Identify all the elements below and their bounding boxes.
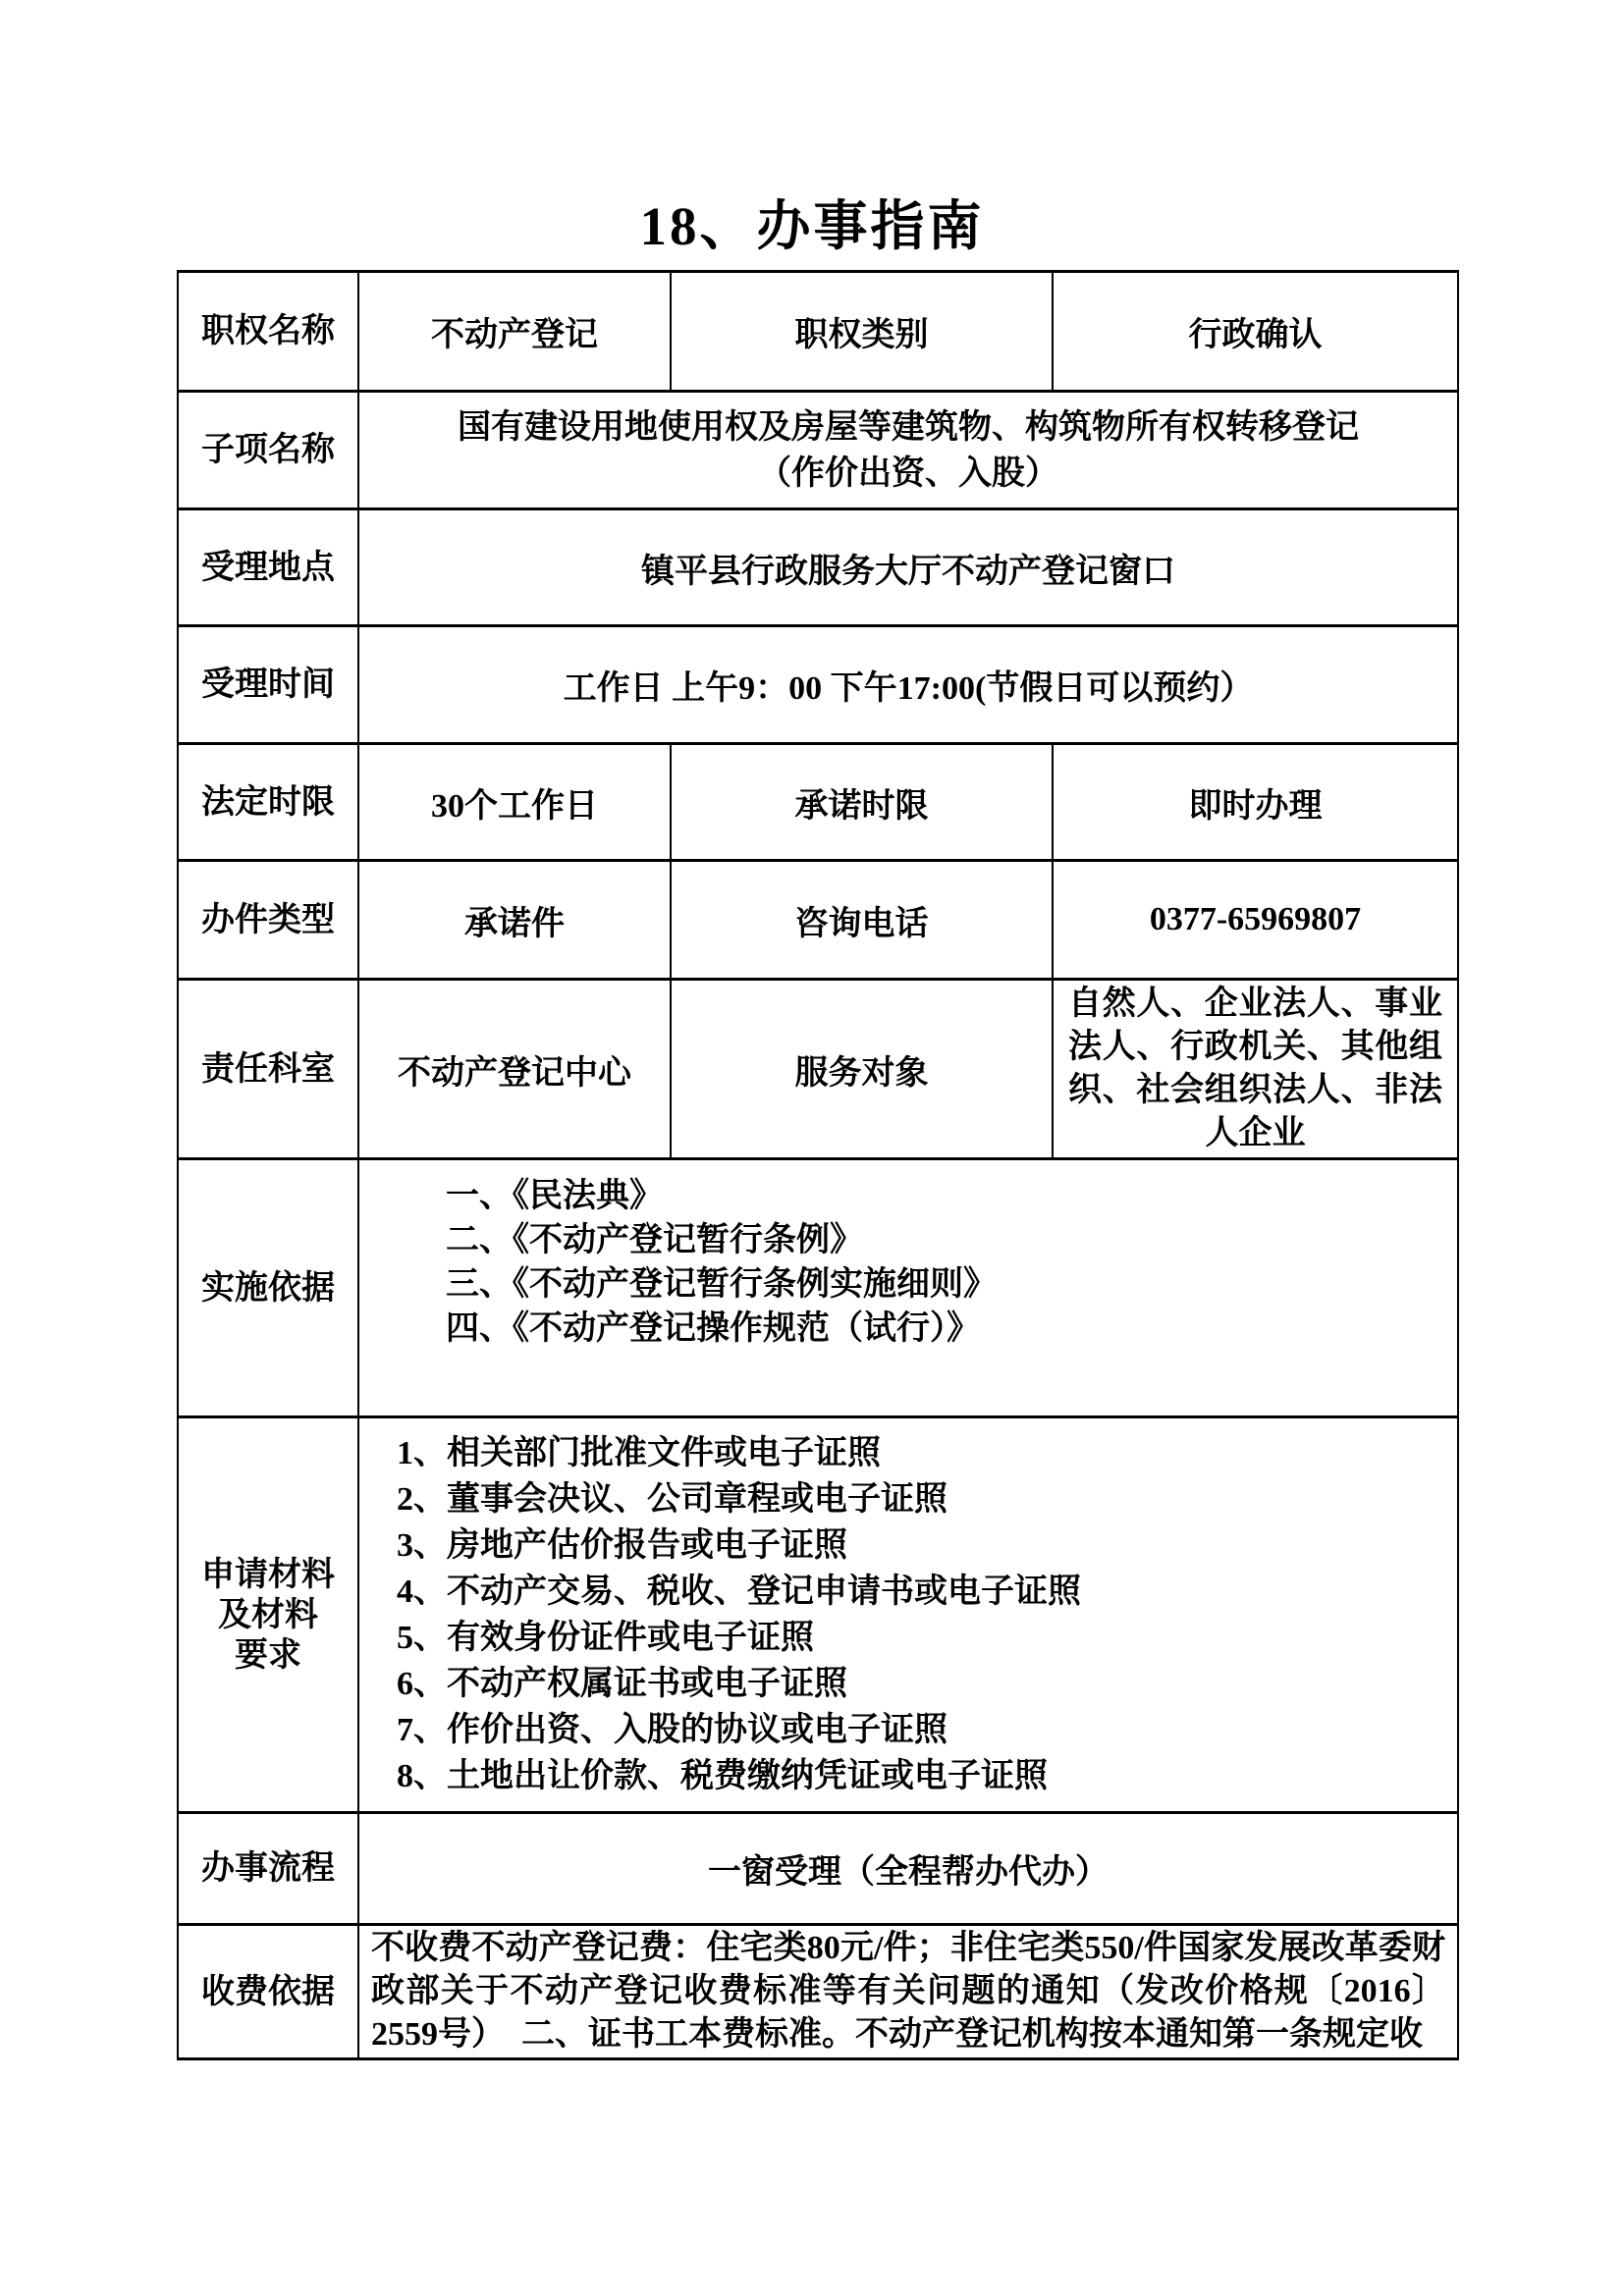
row-accept-location: [178, 509, 1458, 626]
implementation-basis-label: 实施依据: [178, 1159, 358, 1417]
service-target-label: 服务对象: [671, 980, 1053, 1159]
label-line: 及材料: [218, 1596, 318, 1633]
item-type-label: 办件类型: [178, 861, 358, 980]
accept-location-value: 镇平县行政服务大厅不动产登记窗口: [358, 509, 1458, 626]
item-type-value: 承诺件: [358, 861, 671, 980]
label-line: 要求: [235, 1636, 301, 1674]
basis-item: 一、《民法典》: [446, 1178, 663, 1214]
row-responsible-dept: [178, 980, 1458, 1159]
sub-item-value: [358, 392, 1458, 509]
basis-item: 四、《不动产登记操作规范（试行）》: [446, 1310, 980, 1347]
application-materials-label: [178, 1417, 358, 1813]
sub-item-line-1: 国有建设用地使用权及房屋等建筑物、构筑物所有权转移登记: [458, 408, 1359, 446]
accept-time-label: 受理时间: [178, 626, 358, 744]
row-application-materials: [178, 1417, 1458, 1813]
label-line: 申请材料: [201, 1556, 335, 1593]
fee-basis-label: 收费依据: [178, 1925, 358, 2059]
consult-phone-label: 咨询电话: [671, 861, 1053, 980]
material-item: 8、土地出让价款、税费缴纳凭证或电子证照: [397, 1758, 1048, 1794]
row-authority: [178, 272, 1458, 392]
row-accept-time: [178, 626, 1458, 744]
material-item: 2、董事会决议、公司章程或电子证照: [397, 1481, 947, 1518]
material-item: 6、不动产权属证书或电子证照: [397, 1666, 847, 1702]
process-label: 办事流程: [178, 1813, 358, 1925]
basis-item: 三、《不动产登记暂行条例实施细则》: [446, 1266, 997, 1303]
material-item: 4、不动产交易、税收、登记申请书或电子证照: [397, 1574, 1081, 1610]
row-fee-basis: [178, 1925, 1458, 2059]
material-item: 5、有效身份证件或电子证照: [397, 1620, 814, 1656]
responsible-dept-value: 不动产登记中心: [358, 980, 671, 1159]
application-materials-value: [358, 1417, 1458, 1813]
row-item-type: [178, 861, 1458, 980]
row-sub-item: [178, 392, 1458, 509]
page-title: 18、办事指南: [639, 196, 985, 256]
row-implementation-basis: [178, 1159, 1458, 1417]
sub-item-line-2: （作价出资、入股）: [758, 454, 1058, 492]
material-item: 3、房地产估价报告或电子证照: [397, 1527, 847, 1564]
authority-type-label: 职权类别: [671, 272, 1053, 392]
service-guide-table: [177, 270, 1459, 2060]
accept-time-value: 工作日 上午9：00 下午17:00(节假日可以预约）: [358, 626, 1458, 744]
statutory-limit-value: 30个工作日: [358, 744, 671, 861]
process-value: 一窗受理（全程帮办代办）: [358, 1813, 1458, 1925]
authority-name-value: 不动产登记: [358, 272, 671, 392]
material-item: 1、相关部门批准文件或电子证照: [397, 1435, 881, 1471]
implementation-basis-value: [358, 1159, 1458, 1417]
promised-limit-label: 承诺时限: [671, 744, 1053, 861]
consult-phone-value: 0377-65969807: [1053, 861, 1458, 980]
accept-location-label: 受理地点: [178, 509, 358, 626]
basis-item: 二、《不动产登记暂行条例》: [446, 1222, 863, 1258]
row-process: [178, 1813, 1458, 1925]
row-time-limits: [178, 744, 1458, 861]
authority-type-value: 行政确认: [1053, 272, 1458, 392]
responsible-dept-label: 责任科室: [178, 980, 358, 1159]
sub-item-label: 子项名称: [178, 392, 358, 509]
material-item: 7、作价出资、入股的协议或电子证照: [397, 1712, 947, 1748]
promised-limit-value: 即时办理: [1053, 744, 1458, 861]
fee-basis-value: 不收费不动产登记费：住宅类80元/件；非住宅类550/件国家发展改革委财政部关于不动产登记收费标准等有关问题的通知（发改价格规〔2016〕2559号） 二、证书工本费标准。不动产登记机构按本通知第一条规定收: [358, 1925, 1458, 2059]
authority-name-label: 职权名称: [178, 272, 358, 392]
statutory-limit-label: 法定时限: [178, 744, 358, 861]
service-target-value: 自然人、企业法人、事业法人、行政机关、其他组织、社会组织法人、非法人企业: [1053, 980, 1458, 1159]
